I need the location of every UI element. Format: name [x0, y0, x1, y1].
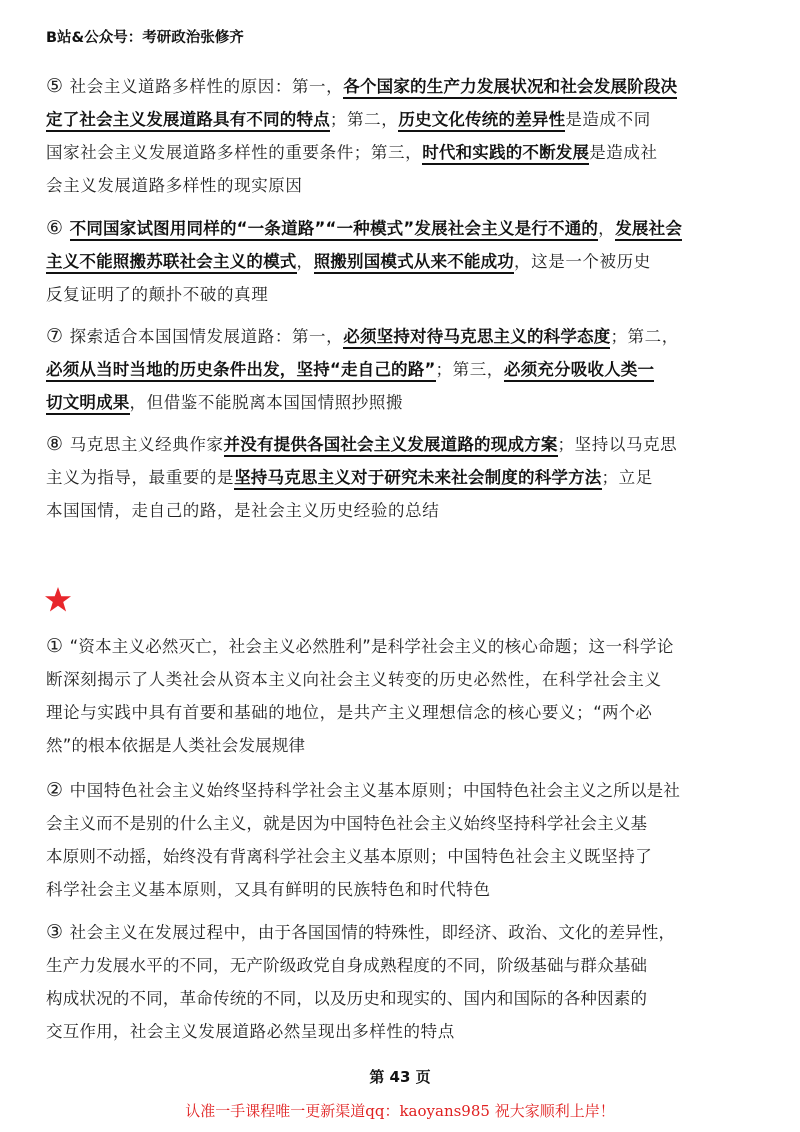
numbered-item: [46, 630, 758, 762]
text-line: [46, 663, 758, 696]
body-text: 断深刻揭示了人类社会从资本主义向社会主义转变的历史必然性，在科学社会主义: [46, 670, 662, 689]
body-text: ；第三，: [435, 360, 504, 379]
emphasized-text: 必须坚持对待马克思主义的科学态度: [343, 327, 610, 349]
body-text: 是造成不同: [565, 110, 651, 129]
body-text: 马克思主义经典作家: [69, 435, 224, 454]
text-line: [46, 1015, 758, 1048]
text-line: [46, 136, 758, 169]
text-line: [46, 386, 758, 419]
emphasized-text: 定了社会主义发展道路具有不同的特点: [46, 110, 330, 132]
emphasized-text: 不同国家试图用同样的“一条道路”“一种模式”发展社会主义是行不通的: [70, 219, 598, 241]
body-text: ，这是一个被历史: [514, 252, 651, 271]
star-icon: [44, 586, 72, 614]
text-line: [46, 630, 758, 663]
emphasized-text: 照搬别国模式从来不能成功: [314, 252, 514, 274]
emphasized-text: 历史文化传统的差异性: [398, 110, 565, 132]
emphasized-text: 切文明成果: [46, 393, 130, 415]
body-text: ，社会主义发展道路必然呈现出多样性的特点: [112, 1022, 455, 1041]
text-line: [46, 916, 758, 949]
numbered-item: [46, 916, 758, 1048]
item-number: ⑤: [46, 75, 64, 97]
emphasized-text: 时代和实践的不断发展: [422, 143, 589, 165]
body-text: 会主义发展道路多样性的现实原因: [46, 176, 303, 195]
text-line: [46, 494, 758, 527]
sans-text: 构成状况的不同，革命传统的不同，以及历史和现实的、国内和国际的各种因素的: [46, 989, 648, 1008]
page-header-source: B站&公众号：考研政治张修齐: [46, 30, 244, 46]
item-number: ⑦: [46, 325, 64, 347]
numbered-item: [46, 774, 758, 906]
body-text: 本国国情，走自己的路，是社会主义历史经验的总结: [46, 501, 440, 520]
text-line: [46, 774, 758, 807]
emphasized-text: 必须从当时当地的历史条件出发，坚持“走自己的路”: [46, 360, 436, 382]
numbered-item: [46, 212, 758, 311]
sans-text: 交互作用: [46, 1022, 113, 1041]
text-line: [46, 807, 758, 840]
text-line: [46, 461, 758, 494]
sans-text: “两个必: [593, 703, 653, 722]
sans-text: 然”的根本依据是人类社会发展规律: [46, 736, 306, 755]
body-text: ；坚持以马克思: [557, 435, 678, 454]
body-text: 国家社会主义发展道路多样性的重要条件；第三，: [46, 143, 423, 162]
text-line: [46, 353, 758, 386]
emphasized-text: 主义不能照搬苏联社会主义的模式: [46, 252, 297, 274]
item-number: ⑥: [46, 217, 64, 239]
sans-text: 生产力发展水平的不同，无产阶级政党自身成熟程度的不同，阶级基础与群众基础: [46, 956, 648, 975]
text-line: [46, 982, 758, 1015]
emphasized-text: 并没有提供各国社会主义发展道路的现成方案: [224, 435, 558, 457]
item-number: ②: [46, 779, 64, 801]
footer-notice: 认准一手课程唯一更新渠道qq：kaoyans985 祝大家顺利上岸！: [185, 1102, 615, 1120]
numbered-item: [46, 70, 758, 202]
body-text: ；第二，: [329, 110, 399, 129]
text-line: [46, 70, 758, 103]
item-number: ③: [46, 921, 64, 943]
text-line: [46, 428, 758, 461]
page-number: 第 43 页: [369, 1068, 431, 1086]
item-number: ①: [46, 635, 64, 657]
body-text: 社会主义道路多样性的原因：第一，: [69, 77, 344, 96]
emphasized-text: 发展社会: [615, 219, 682, 241]
emphasized-text: 各个国家的生产力发展状况和社会发展阶段决: [343, 77, 677, 99]
sans-text: 中国特色社会主义之所以是社: [462, 781, 681, 800]
body-text: ，但借鉴不能脱离本国国情照抄照搬: [129, 393, 404, 412]
body-text: 主义为指导，最重要的是: [46, 468, 235, 487]
text-line: [46, 103, 758, 136]
body-text: ，: [296, 252, 314, 271]
text-line: [46, 696, 758, 729]
text-line: [46, 949, 758, 982]
body-text: 是造成社: [589, 143, 658, 162]
text-line: [46, 245, 758, 278]
body-text: ；这一科学论: [571, 637, 675, 656]
emphasized-text: 坚持马克思主义对于研究未来社会制度的科学方法: [234, 468, 601, 490]
sans-text: 会主义而不是别的什么主义，就是因为中国特色社会主义始终坚持科学社会主义基: [46, 814, 648, 833]
text-line: [46, 729, 758, 762]
body-text: 理论与实践中具有首要和基础的地位，是共产主义理想信念的核心要义；: [46, 703, 594, 722]
sans-text: “资本主义必然灭亡，社会主义必然胜利”是科学社会主义的核心命题: [69, 637, 572, 656]
body-text: ，: [598, 219, 616, 238]
body-text: ；立足: [601, 468, 653, 487]
body-text: 反复证明了的颠扑不破的真理: [46, 285, 269, 304]
text-line: [46, 320, 758, 353]
text-line: [46, 873, 758, 906]
sans-text: 本原则不动摇，始终没有背离科学社会主义基本原则: [46, 847, 431, 866]
numbered-item: [46, 428, 758, 527]
body-text: 探索适合本国国情发展道路：第一，: [69, 327, 344, 346]
body-text: 科学社会主义基本原则，又具有鲜明的民族特色和时代特色: [46, 880, 491, 899]
text-line: [46, 169, 758, 202]
text-line: [46, 840, 758, 873]
body-text: ；中国特色社会主义既坚持了: [430, 847, 653, 866]
body-text: ；第二，: [610, 327, 679, 346]
numbered-item: [46, 320, 758, 419]
item-number: ⑧: [46, 433, 64, 455]
emphasized-text: 必须充分吸收人类一: [504, 360, 654, 382]
text-line: [46, 212, 758, 245]
text-line: [46, 278, 758, 311]
body-text: 中国特色社会主义始终坚持科学社会主义基本原则；: [69, 781, 463, 800]
sans-text: 由于各国国情的特殊性，即经济、政治、文化的差异性，: [257, 923, 676, 942]
body-text: 社会主义在发展过程中，: [69, 923, 258, 942]
